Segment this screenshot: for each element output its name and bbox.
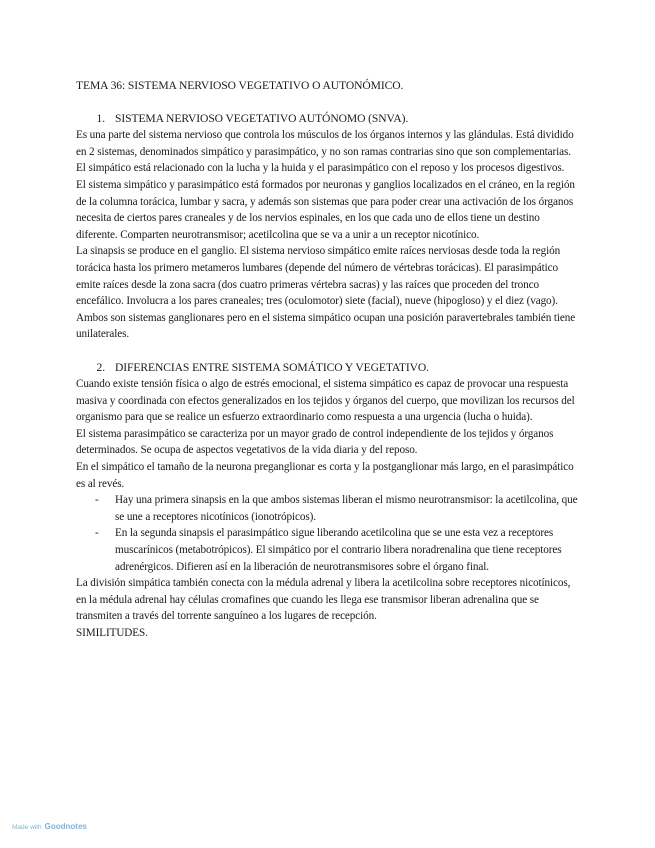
paragraph: El sistema simpático y parasimpático está formados por neuronas y ganglios localizados en el cráneo, en la región de la columna torácica, lumbar y sacra, y además son sistemas que para poder crear una activación de los órganos necesita de ciertos pares craneales y de los nervios espinales, en los que cada uno de ellos tiene un destino diferente. Comparten neurotransmisor; acetilcolina que se va a unir a un receptor nicotínico. [76,178,575,241]
bullet-dash: - [95,527,99,540]
paragraph: En el simpático el tamaño de la neurona preganglionar es corta y la postganglionar más largo, en el parasimpático es al revés. [76,461,574,490]
section-1-heading [76,111,581,128]
paragraph: Es una parte del sistema nervioso que controla los músculos de los órganos internos y las glándulas. Está dividido en 2 sistemas, denominados simpático y parasimpático, y no son ramas contrarias sino que son complementarias. [76,129,574,158]
paragraph: El sistema parasimpático se caracteriza por un mayor grado de control independiente de los tejidos y órganos determinados. Se ocupa de aspectos vegetativos de la vida diaria y del reposo. [76,427,554,457]
section-heading-text: SISTEMA NERVIOSO VEGETATIVO AUTÓNOMO (SNVA). [115,111,409,125]
paragraph: El simpático está relacionado con la lucha y la huida y el parasimpático con el reposo y los procesos digestivos. [76,162,565,175]
section-number: 1. [96,111,105,125]
spacer [76,343,581,360]
paragraph: Cuando existe tensión física o algo de estrés emocional, el sistema simpático es capaz de provocar una respuesta masiva y coordinada con efectos generalizados en los tejidos y órganos del cuerpo, que movilizan los recursos del organismo para que se realice un esfuerzo extraordinario como respuesta a una urgencia (lucha o huida). [76,378,575,424]
list-item [76,492,581,525]
bullet-dash: - [95,494,99,507]
subheading-similitudes: SIMILITUDES. [76,627,148,639]
section-2-heading [76,360,581,377]
document-title: TEMA 36: SISTEMA NERVIOSO VEGETATIVO O AUTONÓMICO. [76,79,404,92]
goodnotes-badge [12,822,87,831]
paragraph: La división simpática también conecta con la médula adrenal y libera la acetilcolina sobre receptores nicotínicos, en la médula adrenal hay células cromafines que cuando les llega ese transmisor liberan adrenalina que se transmiten a través del torrente sanguíneo a los lugares de recepción. [76,577,571,623]
badge-prefix: Made with [12,824,42,831]
badge-brand: Goodnotes [44,822,87,831]
bullet-list [76,492,581,575]
section-number: 2. [96,360,105,374]
document-page [76,78,581,642]
bullet-text: En la segunda sinapsis el parasimpático sigue liberando acetilcolina que se une esta vez a receptores muscarínicos (metabotrópicos). El simpático por el contrario libera noradrenalina que tiene receptores adrenérgicos. Difieren así en la liberación de neurotransmisores sobre el órgano final. [115,527,562,573]
section-heading-text: DIFERENCIAS ENTRE SISTEMA SOMÁTICO Y VEGETATIVO. [115,360,429,374]
list-item [76,525,581,575]
paragraph: La sinapsis se produce en el ganglio. El sistema nervioso simpático emite raíces nerviosas desde toda la región torácica hasta los primero metameros lumbares (depende del número de vértebras torácicas). El parasimpático emite raíces desde la zona sacra (dos cuatro primeras vértebra sacras) y las raíces que proceden del tronco encefálico. Involucra a los pares craneales; tres (oculomotor) siete (facial), nueve (hipogloso) y el diez (vago). Ambos son sistemas ganglionares pero en el sistema simpático ocupan una posición paravertebrales también tiene unilaterales. [76,245,576,341]
bullet-text: Hay una primera sinapsis en la que ambos sistemas liberan el mismo neurotransmisor: la acetilcolina, que se une a receptores nicotínicos (ionotrópicos). [115,494,578,523]
